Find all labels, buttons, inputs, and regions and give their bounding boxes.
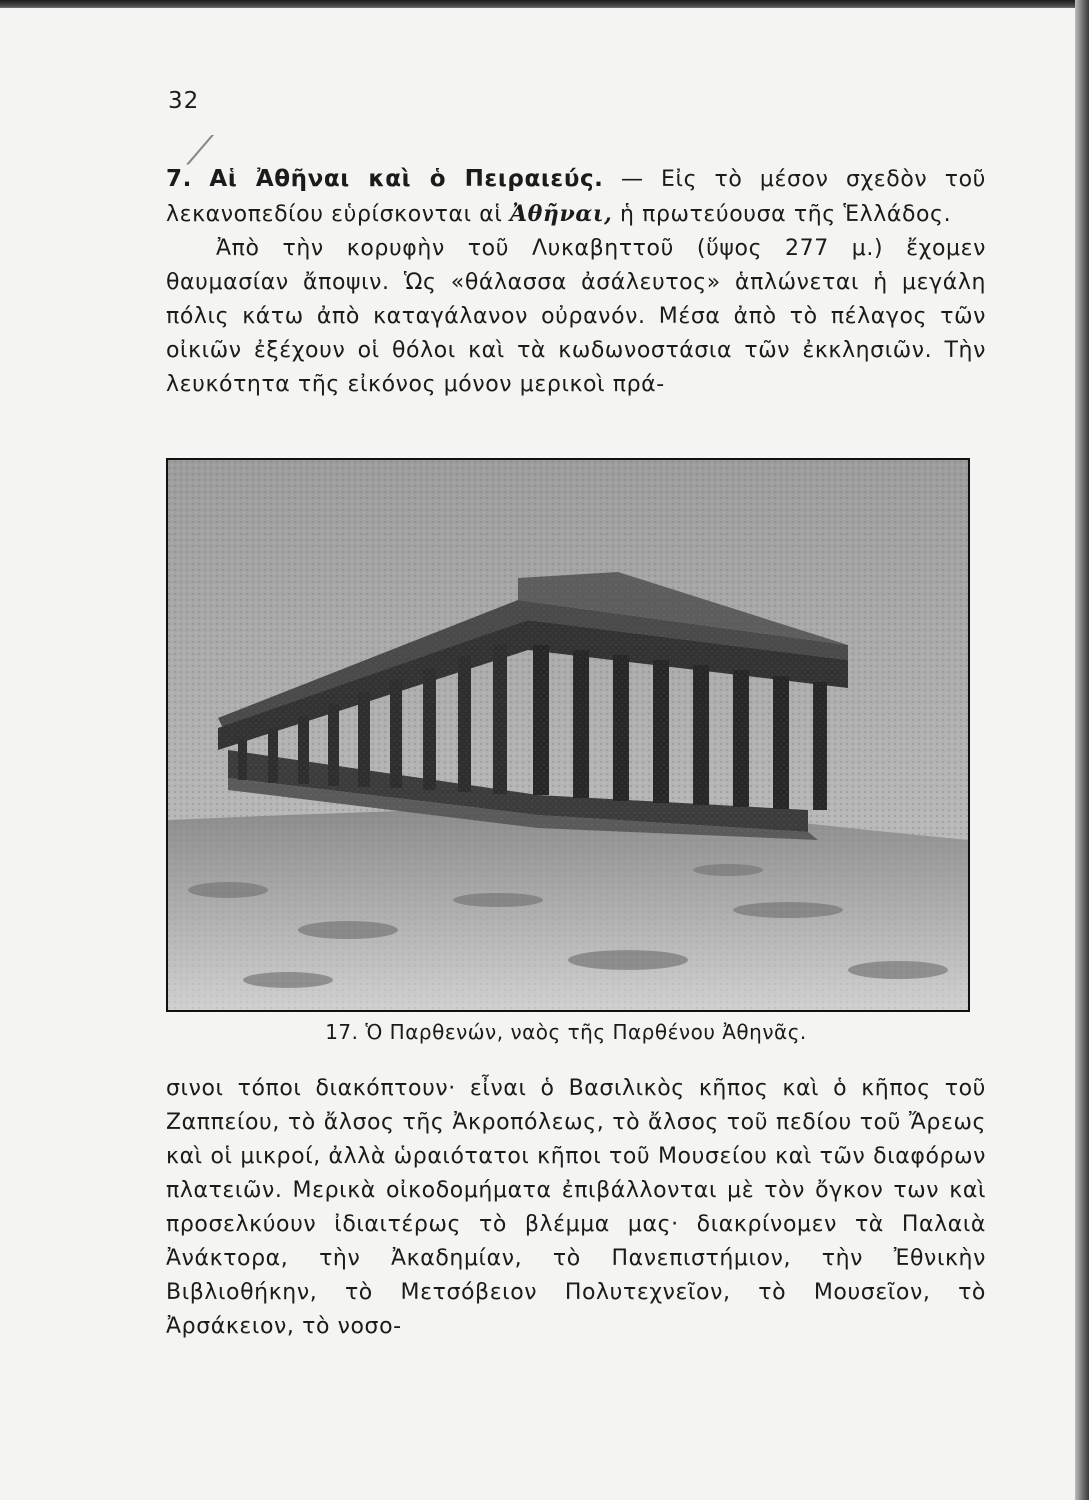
- section-number: 7.: [166, 166, 192, 192]
- pencil-mark: ⟋: [186, 128, 214, 174]
- section-title: Αἱ Ἀθῆναι καὶ ὁ Πειραιεύς.: [209, 166, 604, 192]
- paragraph-gardens: σινοι τόποι διακόπτουν· εἶναι ὁ Βασιλικὸς κῆπος καὶ ὁ κῆπος τοῦ Ζαππείου, τὸ ἄλσος τῆς Ἀκροπόλεως, τὸ ἄλσος τοῦ πεδίου τοῦ Ἄρεως καὶ οἱ μικροί, ἀλλὰ ὡραιότατοι κῆποι τοῦ Μουσείου καὶ τῶν διαφόρων πλατειῶν. Μερικὰ οἰκοδομήματα ἐπιβάλλονται μὲ τὸν ὄγκον των καὶ προσελκύουν ἰδιαιτέρως τὸ βλέμμα μας· διακρίνομεν τὰ Παλαιὰ Ἀνάκτορα, τὴν Ἀκαδημίαν, τὸ Πανεπιστήμιον, τὴν Ἐθνικὴν Βιβλιοθήκην, τὸ Μετσόβειον Πολυτεχνεῖον, τὸ Μουσεῖον, τὸ Ἀρσάκειον, τὸ νοσο-: [166, 1076, 986, 1339]
- bottom-text-block: [166, 1072, 986, 1344]
- page-number: 32: [168, 88, 200, 114]
- section-paragraph: [166, 162, 986, 232]
- section-intro-tail: ἡ πρωτεύουσα τῆς Ἑλλάδος.: [612, 202, 952, 227]
- section-intro-text: — Εἰς τὸ μέσον σχεδὸν τοῦ λεκανοπεδίου εὑρίσκονται αἱ: [166, 167, 987, 227]
- athens-highlight: Ἀθῆναι,: [509, 201, 613, 227]
- top-text-block: [166, 162, 986, 402]
- book-spine-shadow: [1075, 0, 1089, 1500]
- book-page: [0, 8, 1075, 1500]
- paragraph-lycabettus: Ἀπὸ τὴν κορυφὴν τοῦ Λυκαβηττοῦ (ὕψος 277 μ.) ἔχομεν θαυμασίαν ἄποψιν. Ὡς «θάλασσα ἀσάλευτος» ἁπλώνεται ἡ μεγάλη πόλις κάτω ἀπὸ καταγάλανον οὐρανόν. Μέσα ἀπὸ τὸ πέλαγος τῶν οἰκιῶν ἐξέχουν οἱ θόλοι καὶ τὰ κωδωνοστάσια τῶν ἐκκλησιῶν. Τὴν λευκότητα τῆς εἰκόνος μόνον μερικοὶ πρά-: [166, 236, 986, 397]
- figure-caption: 17. Ὁ Παρθενών, ναὸς τῆς Παρθένου Ἀθηνᾶς.: [325, 1020, 807, 1044]
- parthenon-photo: [166, 458, 970, 1012]
